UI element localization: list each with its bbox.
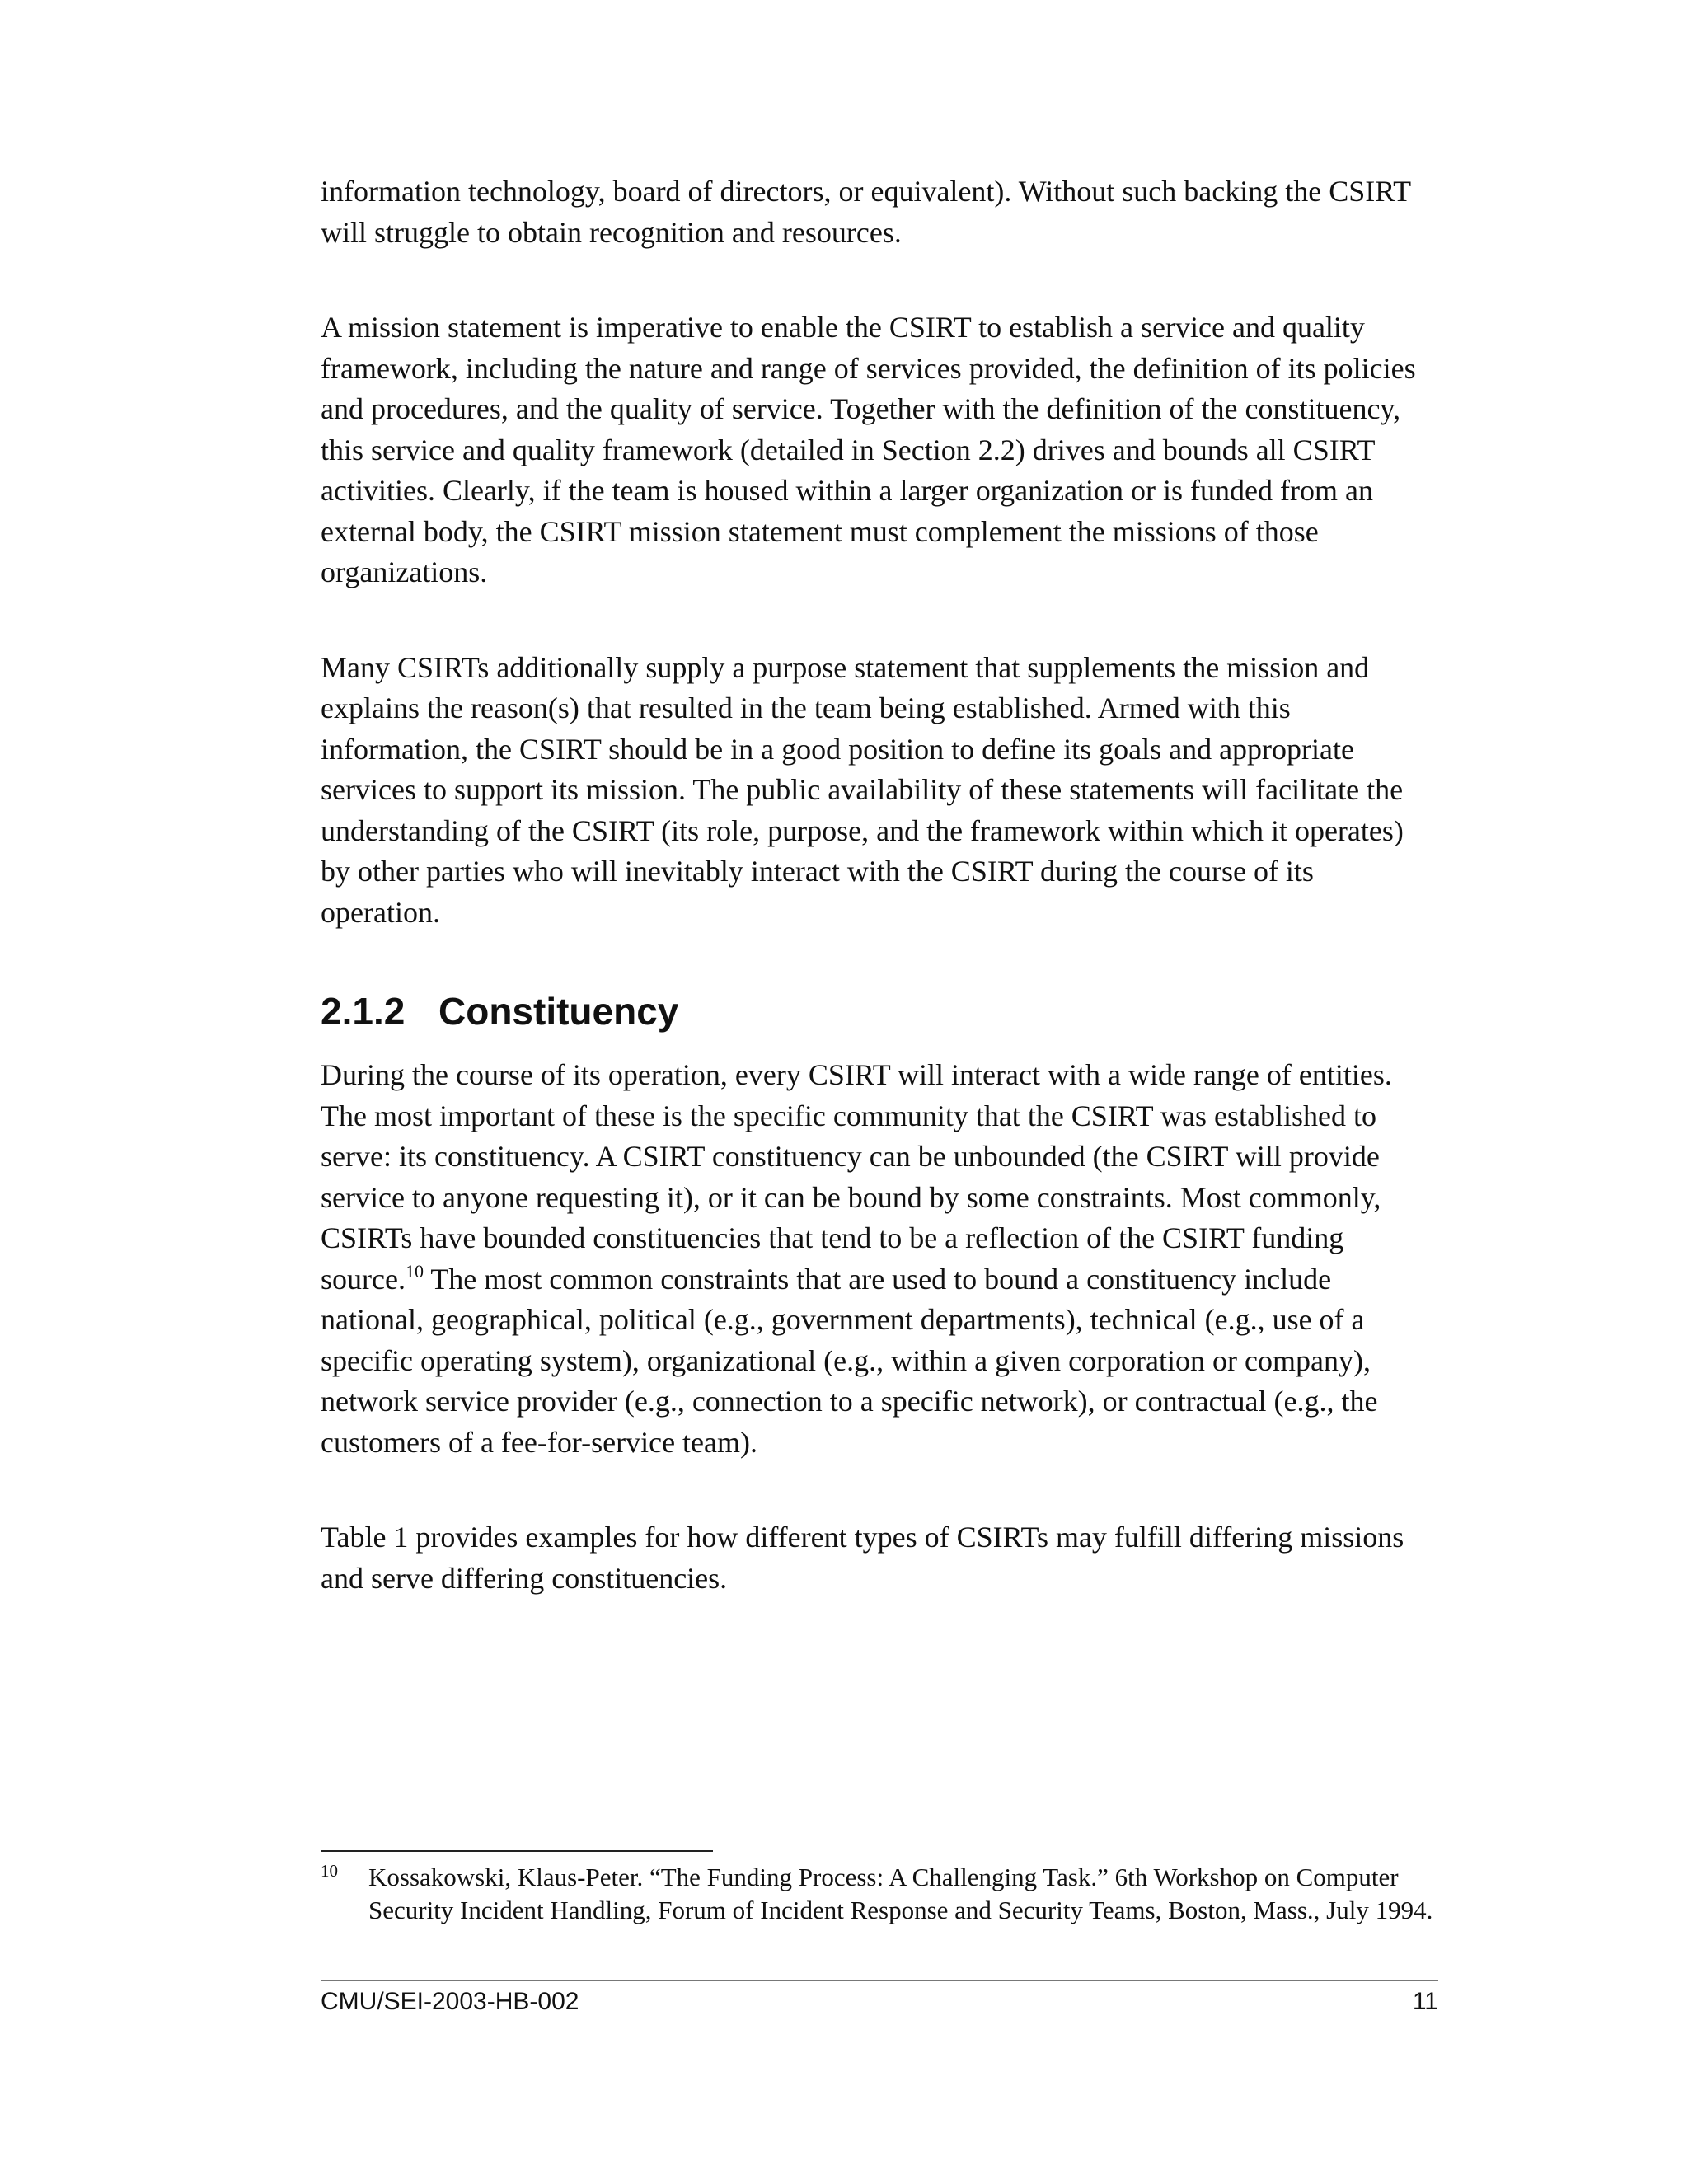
- paragraph-table-reference: Table 1 provides examples for how different types of CSIRTs may fulfill differing missions and serve differing constituencies.: [321, 1521, 1404, 1595]
- constituency-text-after-footnote: The most common constraints that are used to bound a constituency include national, geographical, political (e.g., government departments), technical (e.g., use of a specific operating system), organizational (e.g., within a given corporation or company), network service provider (e.g., connection to a specific network), or contractual (e.g., the customers of a fee-for-service team).: [321, 1262, 1378, 1459]
- footnote-text: Kossakowski, Klaus-Peter. “The Funding Process: A Challenging Task.” 6th Workshop on Computer Security Incident Handling, Forum of Incident Response and Security Teams, Boston, Mass., July 1994.: [368, 1863, 1433, 1924]
- paragraph-mission-statement: A mission statement is imperative to enable the CSIRT to establish a service and quality framework, including the nature and range of services provided, the definition of its policies and procedures, and the quality of service. Together with the definition of the constituency, this service and quality framework (detailed in Section 2.2) drives and bounds all CSIRT activities. Clearly, if the team is housed within a larger organization or is funded from an external body, the CSIRT mission statement must complement the missions of those organizations.: [321, 311, 1416, 588]
- page-body: [321, 171, 1433, 1653]
- footer-divider: [321, 1980, 1438, 1981]
- section-title: Constituency: [438, 990, 679, 1033]
- page-number: 11: [1412, 1988, 1438, 2015]
- paragraph-purpose-statement: Many CSIRTs additionally supply a purpose statement that supplements the mission and explains the reason(s) that resulted in the team being established. Armed with this information, the CSIRT should be in a good position to define its goals and appropriate services to support its mission. The public availability of these statements will facilitate the understanding of the CSIRT (its role, purpose, and the framework within which it operates) by other parties who will inevitably interact with the CSIRT during the course of its operation.: [321, 650, 1404, 929]
- footnote-number: 10: [321, 1861, 338, 1881]
- document-id: CMU/SEI-2003-HB-002: [321, 1988, 579, 2015]
- section-number: 2.1.2: [321, 990, 406, 1033]
- page-footer: [321, 1986, 1438, 2018]
- paragraph-constituency: [321, 1055, 1433, 1463]
- constituency-text-before-footnote: During the course of its operation, every CSIRT will interact with a wide range of entities. The most important of these is the specific community that the CSIRT was established to serve: its constituency. A CSIRT constituency can be unbounded (the CSIRT will provide service to anyone requesting it), or it can be bound by some constraints. Most commonly, CSIRTs have bounded constituencies that tend to be a reflection of the CSIRT funding source.: [321, 1058, 1392, 1296]
- footnote: [321, 1861, 1438, 1927]
- footnote-separator: [321, 1850, 713, 1852]
- section-heading: [321, 987, 1433, 1035]
- paragraph-mission-backing: information technology, board of directors, or equivalent). Without such backing the CSIRT will struggle to obtain recognition and resources.: [321, 175, 1411, 249]
- footnote-reference: 10: [405, 1260, 424, 1282]
